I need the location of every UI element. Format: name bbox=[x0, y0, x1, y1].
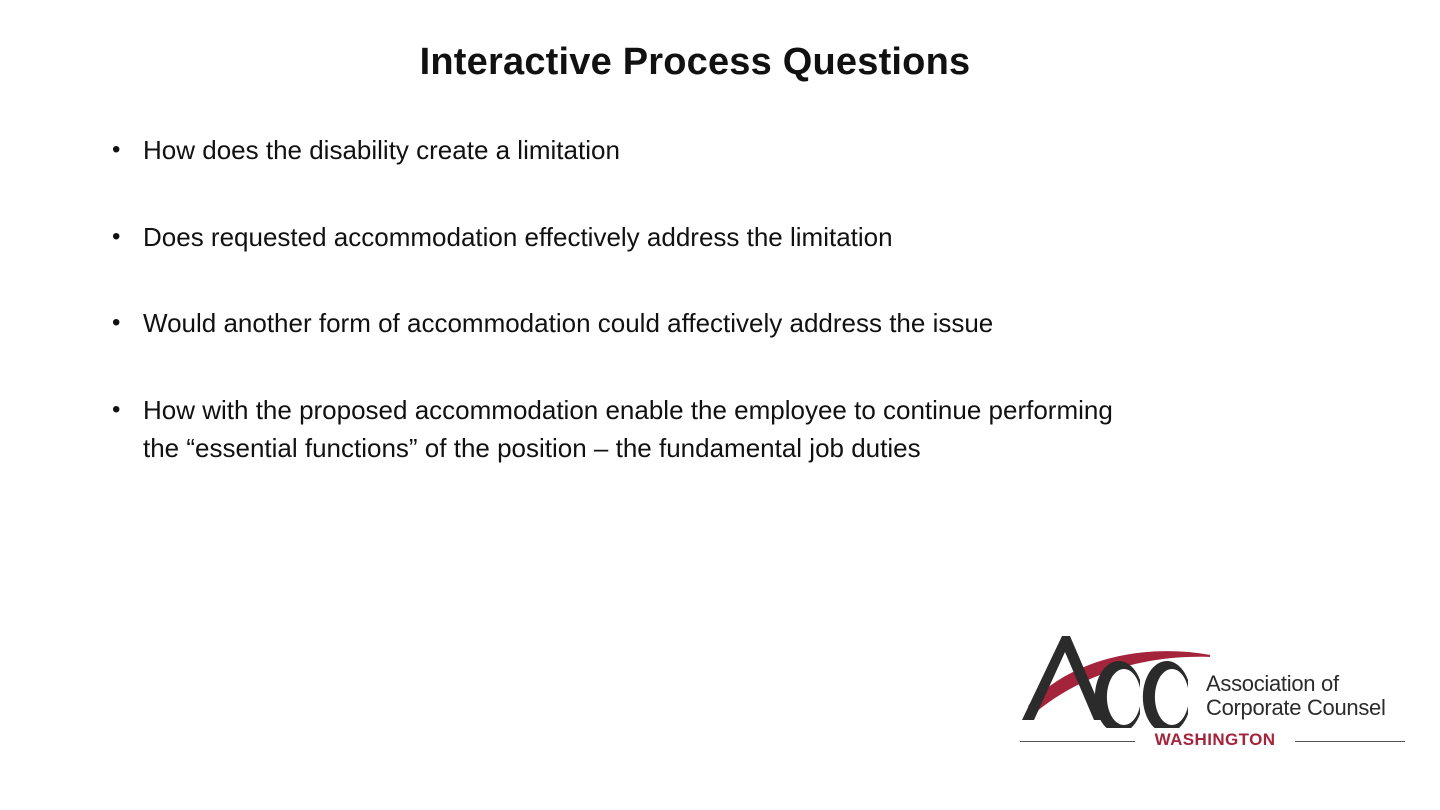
logo-name-line1: Association of bbox=[1206, 671, 1339, 696]
bullet-dot: • bbox=[112, 395, 121, 423]
bullet-dot: • bbox=[112, 222, 121, 250]
bullet-list bbox=[112, 131, 1132, 516]
logo-name-line2: Corporate Counsel bbox=[1206, 695, 1386, 720]
bullet-dot: • bbox=[112, 309, 121, 336]
logo-chapter: WASHINGTON bbox=[1154, 730, 1276, 749]
bullet-text: How does the disability create a limitation bbox=[143, 135, 620, 165]
bullet-item bbox=[112, 304, 1132, 343]
bullet-text: Does requested accommodation effectively address the limitation bbox=[143, 221, 893, 252]
bullet-text: Would another form of accommodation could affectively address the issue bbox=[143, 308, 994, 338]
slide-title: Interactive Process Questions bbox=[419, 41, 971, 83]
bullet-text: How with the proposed accommodation enable the employee to continue performing the “essential functions” of the position – the fundamental job duties bbox=[143, 394, 1113, 463]
letter-c-icon bbox=[1143, 661, 1188, 728]
bullet-item bbox=[112, 391, 1132, 468]
bullet-item bbox=[112, 131, 1132, 170]
acc-logo bbox=[1010, 628, 1410, 763]
bullet-dot: • bbox=[112, 136, 121, 163]
logo-org-name bbox=[1206, 672, 1386, 720]
divider bbox=[1020, 741, 1135, 742]
divider bbox=[1295, 741, 1405, 742]
bullet-item bbox=[112, 218, 1132, 257]
logo-chapter-row bbox=[1010, 728, 1410, 756]
acc-logo-mark bbox=[1010, 628, 1210, 728]
